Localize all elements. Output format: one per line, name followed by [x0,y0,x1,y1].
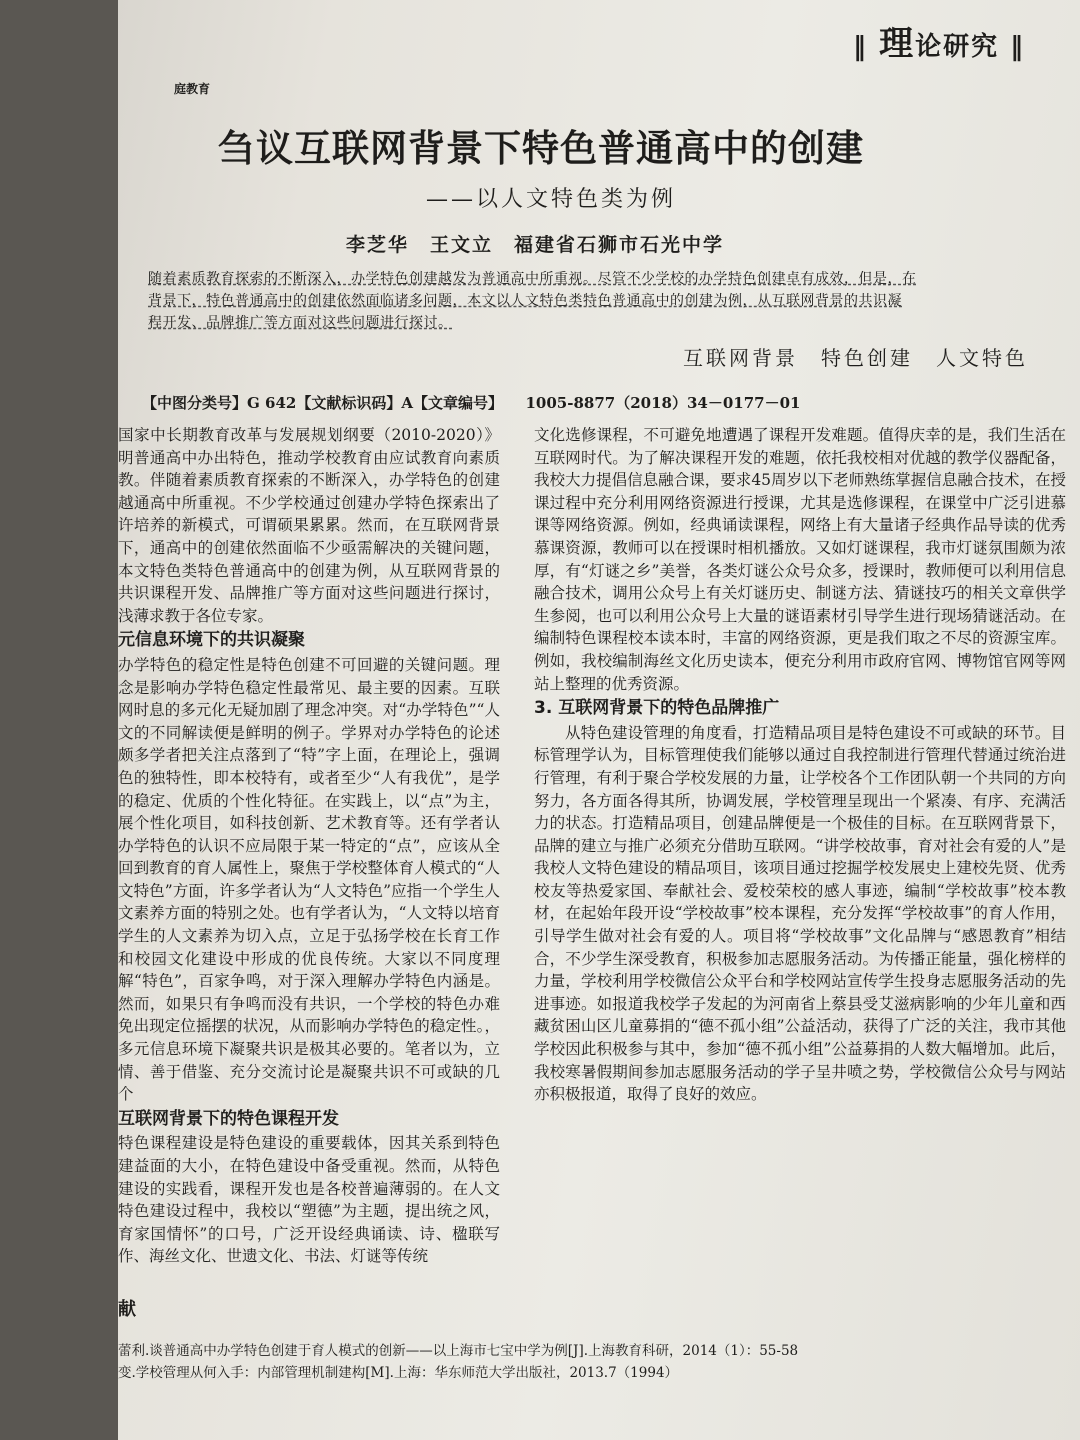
reference-item: 蕾利.谈普通高中办学特色创建于育人模式的创新——以上海市七宝中学为例[J].上海教育科研，2014（1）：55-58 [118,1343,799,1359]
abstract [148,268,1048,334]
section-label [853,16,1025,65]
paragraph: 特色课程建设是特色建设的重要载体，因其关系到特色建益面的大小，在特色建设中备受重视。然而，从特色建设的实践看，课程开发也是各校普遍薄弱的。在人文特色建设过程中，我校以“塑德”为主题，提出统之风，育家国情怀”的口号，广泛开设经典诵读、诗、楹联写作、海丝文化、世遗文化、书法、灯谜等传统 [118,1134,500,1266]
references-list [118,1340,1068,1384]
abstract-line: 随着素质教育探索的不断深入，办学特色创建越发为普通高中所重视。尽管不少学校的办学特色创建卓有成效，但是，在 [148,271,917,287]
abstract-line: 背景下，特色普通高中的创建依然面临诸多问题，本文以人文特色类特色普通高中的创建为例，从互联网背景的共识凝 [148,293,902,309]
classification-line: 【中图分类号】G 642【文献标识码】A【文章编号】 1005-8877（2018）34－0177－01 [142,394,801,412]
references-title: 献 [118,1299,136,1320]
reference-item: 变.学校管理从何入手：内部管理机制建构[M].上海：华东师范大学出版社，2013.7（1994） [118,1365,679,1381]
paragraph: 办学特色的稳定性是特色创建不可回避的关键问题。理念是影响办学特色稳定性最常见、最主要的因素。互联网时息的多元化无疑加剧了理念冲突。对“办学特色”“人文的不同解读便是鲜明的例子。学界对办学特色的论述颇多学者把关注点落到了“特”字上面，在理论上，强调色的独特性，即本校特有，或者至少“人有我优”，是学的稳定、优质的个性化特征。在实践上，以“点”为主，展个性化项目，如科技创新、艺术教育等。还有学者认办学特色的认识不应局限于某一特定的“点”，应该从全回到教育的育人属性上，聚焦于学校整体育人模式的“人文特色”方面，许多学者认为“人文特色”应指一个学生人文素养方面的特别之处。也有学者认为，“人文特以培育学生的人文素养为切入点，立足于弘扬学校在长育工作和校园文化建设中形成的优良传统。大家以不同度理解“特色”，百家争鸣，对于深入理解办学特色内涵是。然而，如果只有争鸣而没有共识，一个学校的特色办难免出现定位摇摆的状况，从而影响办学特色的稳定性。，多元信息环境下凝聚共识是极其必要的。笔者以为，立情、善于借鉴、充分交流讨论是凝聚共识不可或缺的几个 [118,655,500,1104]
left-column [118,424,500,1268]
keywords: 互联网背景 特色创建 人文特色 [683,346,1028,370]
section-suffix: ‖ [1010,32,1026,62]
section-label-rest: 论研究 [915,32,1000,62]
section-heading: 元信息环境下的共识凝聚 [118,630,305,651]
paragraph: 文化选修课程，不可避免地遭遇了课程开发难题。值得庆幸的是，我们生活在互联网时代。为了解决课程开发的难题，依托我校相对优越的教学仪器配备，我校大力提倡信息融合课，要求45周岁以下老师熟练掌握信息融合技术，在授课过程中充分利用网络资源进行授课，尤其是选修课程，在课堂中广泛引进慕课等网络资源。例如，经典诵读课程，网络上有大量诸子经典作品导读的优秀慕课资源，教师可以在授课时相机播放。又如灯谜课程，我市灯谜氛围颇为浓厚，有“灯谜之乡”美誉，各类灯谜公众号众多，授课时，教师便可以利用信息融合技术，调用公众号上有关灯谜历史、制谜方法、猜谜技巧的相关文章供学生参阅，也可以利用公众号上大量的谜语素材引导学生进行现场猜谜活动。在编制特色课程校本读本时，丰富的网络资源，更是我们取之不尽的资源宝库。例如，我校编制海丝文化历史读本，便充分利用市政府官网、博物馆官网等网站上整理的优秀资源。 [534,426,1066,693]
right-column [534,424,1066,1106]
section-heading: 互联网背景下的特色课程开发 [118,1108,339,1129]
section-label-big-char: 理 [879,24,916,64]
section-heading: 3. 互联网背景下的特色品牌推广 [534,698,780,719]
article-authors: 李芝华 王文立 福建省石狮市石光中学 [346,234,725,256]
corner-tag: 庭教育 [174,82,211,96]
journal-page [118,0,1080,1440]
paragraph: 国家中长期教育改革与发展规划纲要（2010-2020）》明普通高中办出特色，推动学校教育由应试教育向素质教。伴随着素质教育探索的不断深入，办学特色的创建越通高中所重视。不少学校通过创建办学特色探索出了许培养的新模式，可谓硕果累累。然而，在互联网背景下，通高中的创建依然面临不少亟需解决的关键问题，本文特色类特色普通高中的创建为例，从互联网背景的共识课程开发、品牌推广等方面对这些问题进行探讨，浅薄求教于各位专家。 [118,426,500,625]
article-subtitle: ——以人文特色类为例 [426,187,677,212]
abstract-line: 程开发、品牌推广等方面对这些问题进行探讨。 [148,315,453,331]
article-title: 刍议互联网背景下特色普通高中的创建 [218,127,864,170]
paragraph: 从特色建设管理的角度看，打造精品项目是特色建设不可或缺的环节。目标管理学认为，目标管理使我们能够以通过自我控制进行管理代替通过统治进行管理，有利于聚合学校发展的力量，让学校各个工作团队朝一个共同的方向努力，各方面各得其所，协调发展，学校管理呈现出一个紧凑、有序、充满活力的状态。打造精品项目，创建品牌便是一个极佳的目标。在互联网背景下，品牌的建立与推广必须充分借助互联网。“讲学校故事，育对社会有爱的人”是我校人文特色建设的精品项目，该项目通过挖掘学校发展史上建校先贤、优秀校友等热爱家国、奉献社会、爱校荣校的感人事迹，编制“学校故事”校本教材，在起始年段开设“学校故事”校本课程，充分发挥“学校故事”的育人作用，引导学生做对社会有爱的人。项目将“学校故事”文化品牌与“感恩教育”相结合，不少学生深受教育，积极参加志愿服务活动。为传播正能量，强化榜样的力量，学校利用学校微信公众平台和学校网站宣传学生投身志愿服务活动的先进事迹。如报道我校学子发起的为河南省上蔡县受艾滋病影响的少年儿童和西藏贫困山区儿童募捐的“德不孤小组”公益活动，获得了广泛的关注，我市其他学校因此积极参与其中，参加“德不孤小组”公益募捐的人数大幅增加。此后，我校寒暑假期间参加志愿服务活动的学子呈井喷之势，学校微信公众号与网站亦积极报道，取得了良好的效应。 [534,723,1066,1104]
section-prefix: ‖ [853,32,868,62]
